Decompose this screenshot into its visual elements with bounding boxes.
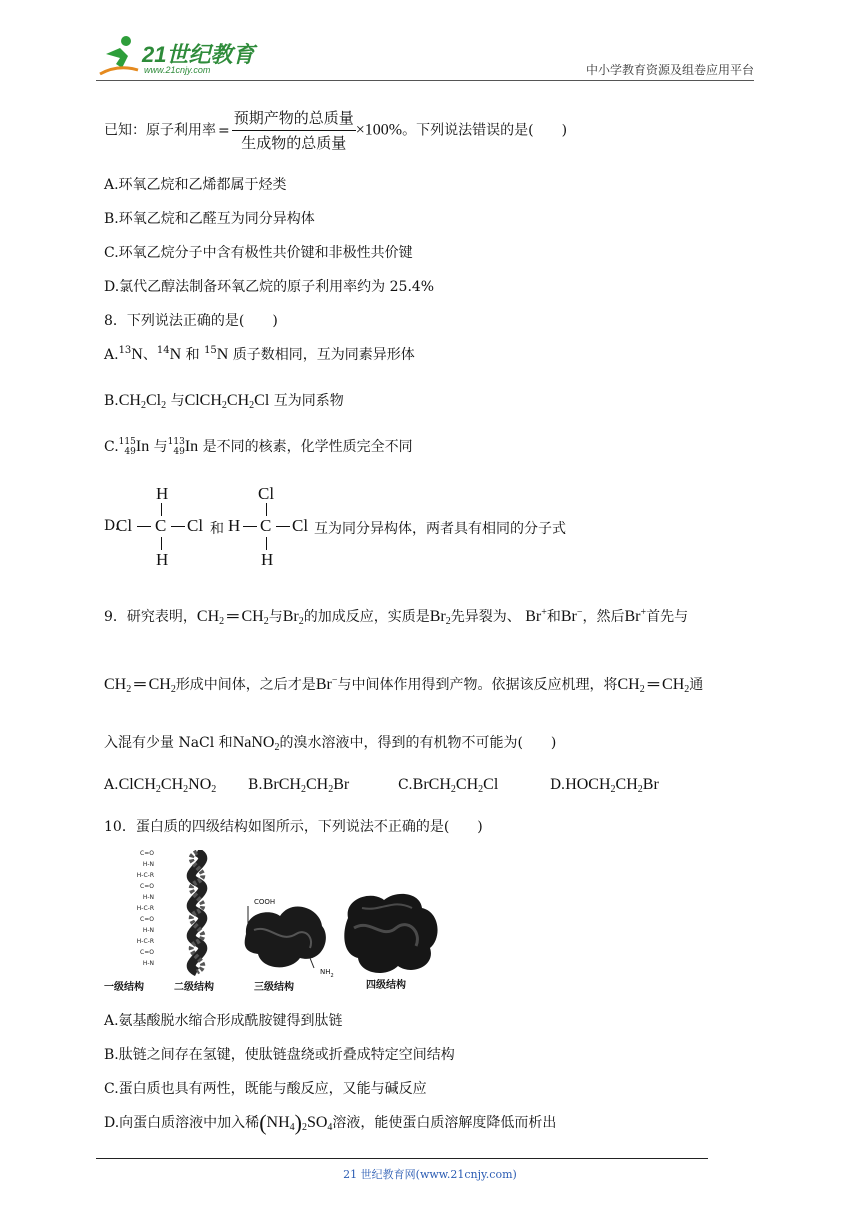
header-platform-text: 中小学教育资源及组卷应用平台 bbox=[585, 63, 754, 77]
q7-option-c: C.环氧乙烷分子中含有极性共价键和非极性共价键 bbox=[104, 245, 413, 261]
q9-line-3: 入混有少量 NaCl 和NaNO$_2$的溴水溶液中，得到的有机物不可能为( ) bbox=[104, 734, 557, 753]
q9-option-c: $C.BrCH_2CH_2Cl$ bbox=[398, 776, 499, 795]
label-tertiary: 三级结构 bbox=[254, 982, 294, 993]
logo-url: www.21cnjy.com bbox=[144, 65, 211, 75]
q9-line-1: 9．研究表明，$CH_2$ ═ $CH_2$与$Br_2$的加成反应，实质是$Br_2$先异裂为、 Br+和Br−，然后Br+首先与 bbox=[104, 607, 689, 627]
primary-structure-chain: C=O H-N H-C-R C=O H-N H-C-R C=O H-N H-C-R C=O H-N bbox=[136, 850, 154, 967]
atom-utilization-formula: 已知：原子利用率 = $\frac{\text{预期产物的总质量}}{\text{生成物的总质量}}$ ×100%。下列说法错误的是( ) bbox=[104, 109, 568, 152]
structure-ch2cl2-1: H Cl C Cl H bbox=[116, 484, 204, 569]
q9-option-b: $B.BrCH_2CH_2Br$ bbox=[248, 776, 350, 795]
q8-option-d: D. H Cl C Cl H 和 Cl H C Cl H 互为同分异构体，两者具有相同的分子式 bbox=[104, 484, 566, 569]
label-quaternary: 四级结构 bbox=[366, 980, 406, 991]
secondary-helix-icon bbox=[172, 850, 222, 976]
q9-option-d: $D.HOCH_2CH_2Br$ bbox=[550, 776, 659, 795]
q8-option-b: $B.CH_2Cl_2$ 与$ClCH_2CH_2Cl$ 互为同系物 bbox=[104, 392, 344, 411]
q7-option-d: D.氯代乙醇法制备环氧乙烷的原子利用率约为 25.4% bbox=[104, 279, 435, 295]
q10-option-a: A.氨基酸脱水缩合形成酰胺键得到肽链 bbox=[104, 1013, 343, 1029]
footer-rule bbox=[96, 1158, 708, 1159]
q9-options bbox=[104, 776, 704, 798]
q8-option-a: A.$^{13}$N、$^{14}$N 和 $^{15}$N 质子数相同，互为同素异形体 bbox=[104, 345, 415, 363]
structure-ch2cl2-2: Cl H C Cl H bbox=[228, 484, 309, 569]
q9-line-2: $CH_2$ ═ $CH_2$形成中间体，之后才是Br−与中间体作用得到产物。依据该反应机理，将$CH_2$ ═ $CH_2$通 bbox=[104, 675, 704, 695]
q10-option-c: C.蛋白质也具有两性，既能与酸反应，又能与碱反应 bbox=[104, 1081, 427, 1097]
q7-option-b: B.环氧乙烷和乙醛互为同分异构体 bbox=[104, 211, 315, 227]
q10-stem: 10．蛋白质的四级结构如图所示，下列说法不正确的是( ) bbox=[104, 819, 483, 835]
q9-option-a: $A.ClCH_2CH_2NO_2$ bbox=[104, 776, 217, 795]
q10-option-b: B.肽链之间存在氢键，使肽链盘绕或折叠成特定空间结构 bbox=[104, 1047, 455, 1063]
q7-option-a: A.环氧乙烷和乙烯都属于烃类 bbox=[104, 177, 287, 193]
label-primary: 一级结构 bbox=[104, 982, 144, 993]
q8-stem: 8．下列说法正确的是( ) bbox=[104, 313, 278, 329]
logo-text: 21世纪教育 bbox=[142, 42, 255, 67]
formula-fraction: $\frac{\text{预期产物的总质量}}{\text{生成物的总质量}}$ bbox=[233, 109, 354, 152]
tertiary-structure-icon bbox=[240, 894, 332, 974]
protein-structure-figure: C=O H-N H-C-R C=O H-N H-C-R C=O H-N H-C-R C=O H-N COOH $NH_2$ 一级结构 二级结构 三级结构 四级结构 bbox=[104, 846, 444, 996]
q10-option-d: D.向蛋白质溶液中加入稀$(NH_4)_2SO_4$溶液，能使蛋白质溶解度降低而析出 bbox=[104, 1110, 557, 1135]
quaternary-structure-icon bbox=[342, 888, 444, 976]
header-rule bbox=[96, 80, 754, 81]
runner-logo-icon bbox=[96, 34, 140, 78]
header-logo bbox=[96, 34, 266, 78]
q8-option-c: C. 115 49 In 与 113 49 In 是不同的核素，化学性质完全不同 bbox=[104, 437, 413, 457]
label-secondary: 二级结构 bbox=[174, 982, 214, 993]
footer-text: 21 世纪教育网(www.21cnjy.com) bbox=[343, 1168, 517, 1181]
